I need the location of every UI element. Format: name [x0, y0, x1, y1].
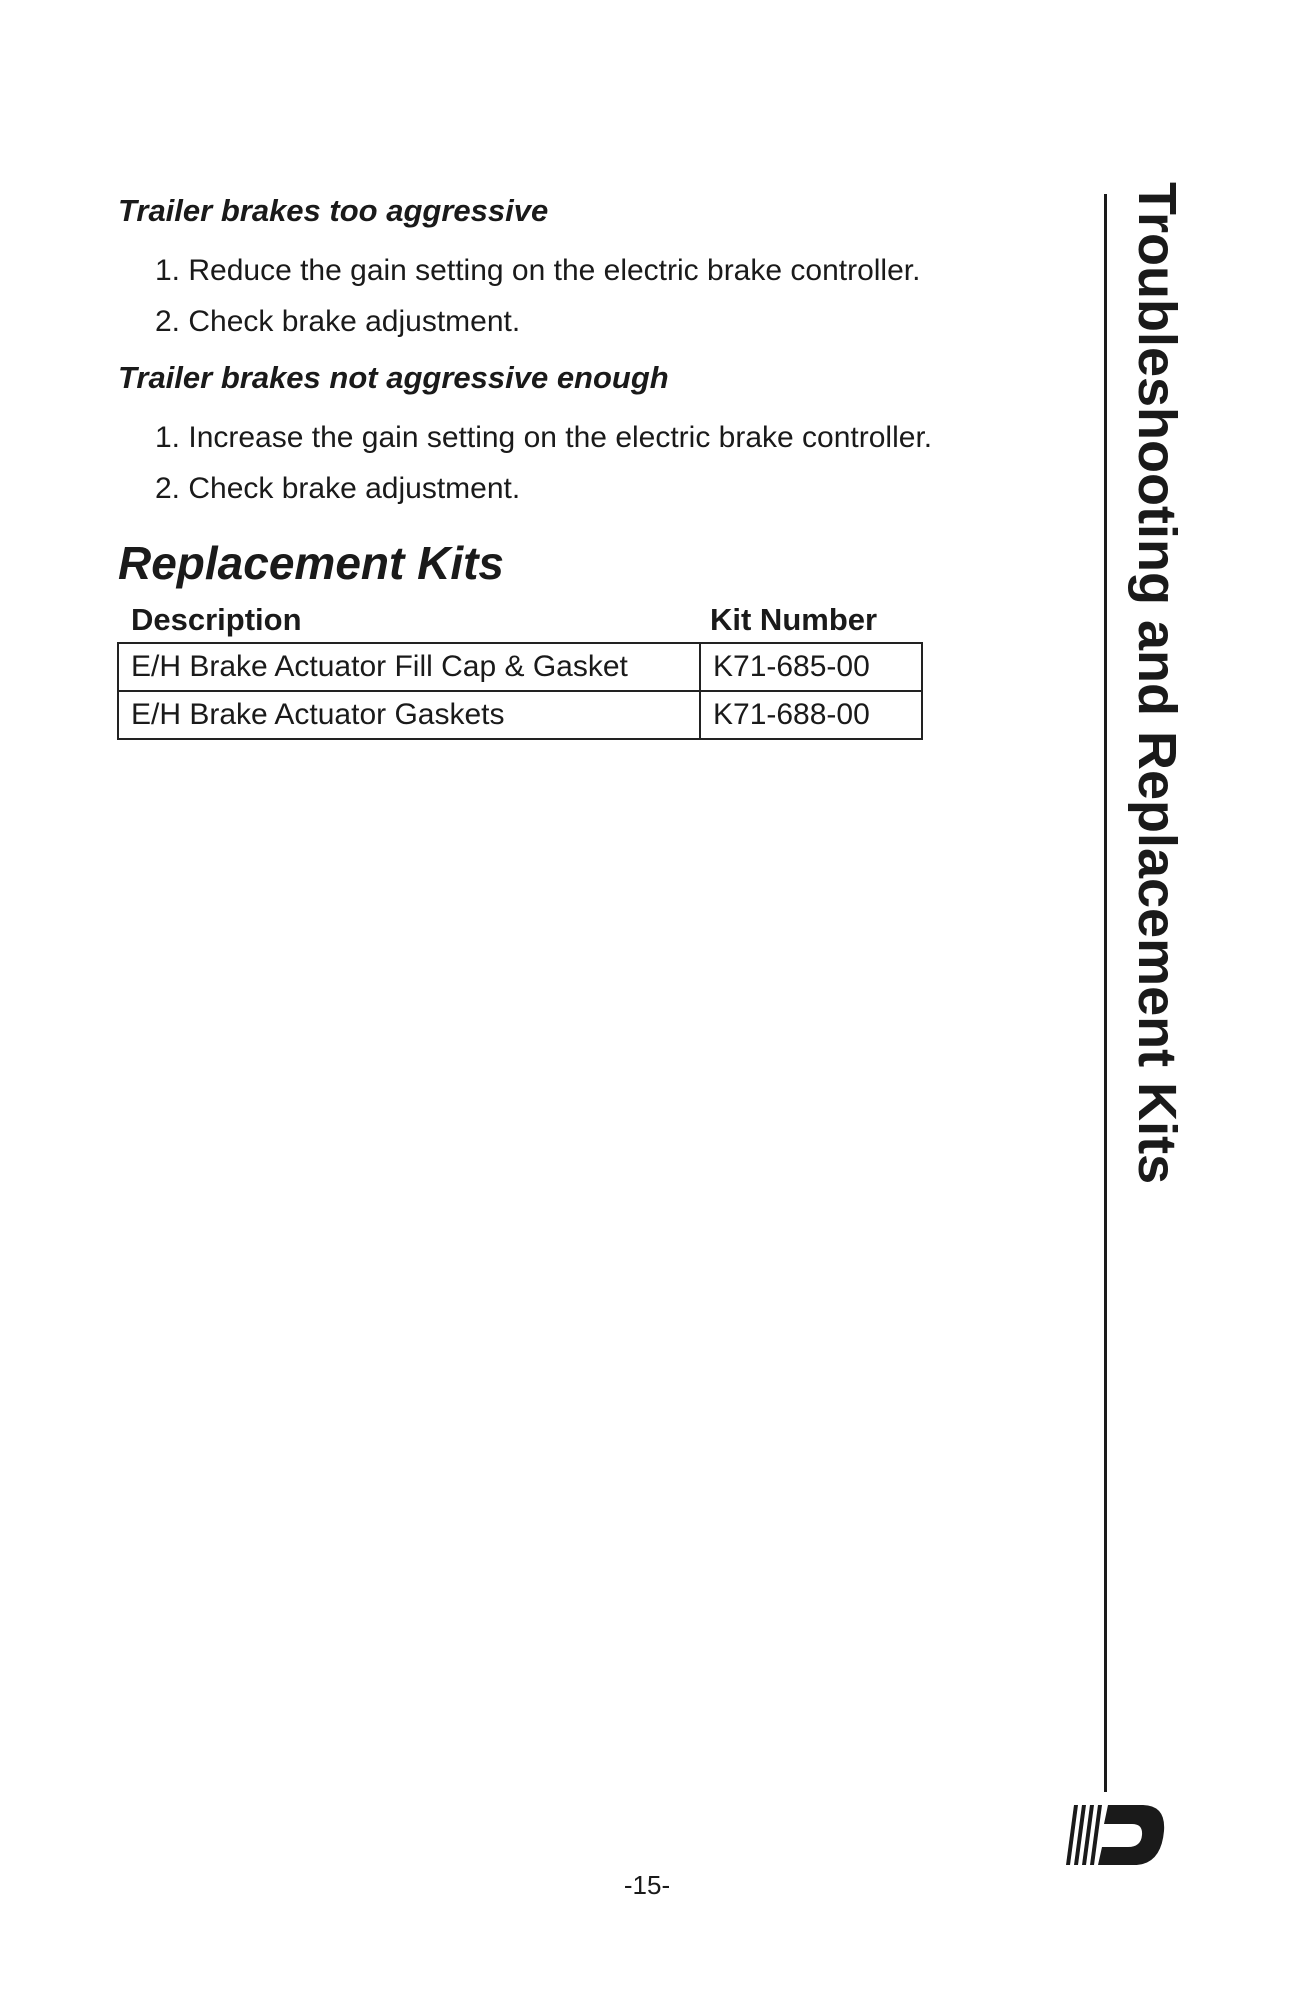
side-tab-rule: [1104, 194, 1107, 1792]
kit-description-cell: E/H Brake Actuator Gaskets: [118, 691, 700, 739]
step-reduce-gain: 1. Reduce the gain setting on the electric brake controller.: [155, 254, 921, 287]
kit-number-cell: K71-685-00: [700, 643, 922, 691]
side-tab-title: Troubleshooting and Replacement Kits: [1127, 182, 1187, 1185]
page-number: -15-: [623, 1870, 671, 1900]
kit-description-cell: E/H Brake Actuator Fill Cap & Gasket: [118, 643, 700, 691]
step-increase-gain: 1. Increase the gain setting on the electric brake controller.: [155, 421, 933, 454]
kit-number-cell: K71-688-00: [700, 691, 922, 739]
step-check-adjustment-1: 2. Check brake adjustment.: [155, 305, 521, 338]
step-check-adjustment-2: 2. Check brake adjustment.: [155, 472, 521, 505]
troubleshooting-heading-not-aggressive: Trailer brakes not aggressive enough: [118, 360, 669, 395]
table-row: [118, 691, 922, 739]
troubleshooting-heading-too-aggressive: Trailer brakes too aggressive: [118, 193, 549, 228]
column-header-kit-number: Kit Number: [710, 602, 878, 637]
replacement-kits-table: [117, 642, 923, 740]
column-header-description: Description: [131, 602, 302, 637]
replacement-kits-title: Replacement Kits: [118, 537, 505, 589]
table-row: [118, 643, 922, 691]
brand-logo-icon: [1062, 1803, 1168, 1867]
